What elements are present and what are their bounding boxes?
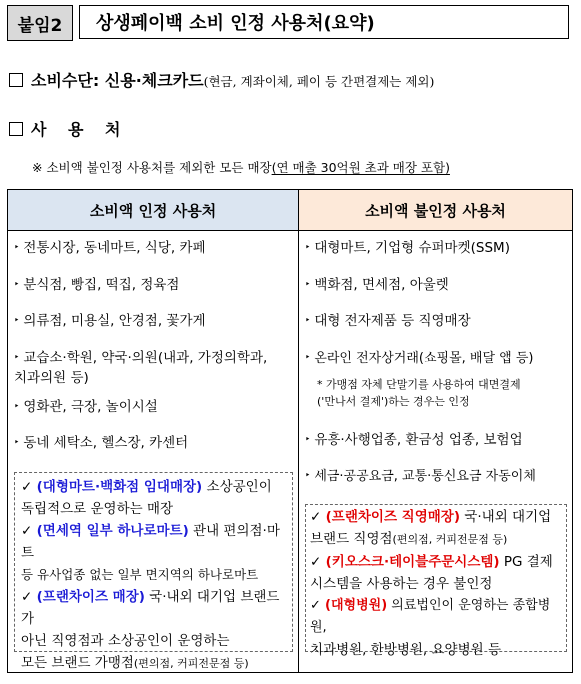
list-item: ‣ 의류점, 미용실, 안경점, 꽃가게 (14, 313, 206, 329)
online-exception-note: * 가맹점 자체 단말기를 사용하여 대면결제 ('만나서 결제')하는 경우는 인정 (317, 378, 521, 408)
list-item: ‣ 유흥·사행업종, 환금성 업종, 보험업 (305, 432, 523, 448)
bullet-icon: ‣ (14, 438, 20, 448)
exception-item: ✓ (대형병원) 의료법인이 운영하는 종합병원, (310, 598, 551, 635)
check-icon: ✓ (310, 509, 322, 525)
payment-method-line (9, 68, 434, 91)
check-icon: ✓ (21, 479, 33, 495)
bullet-icon: ‣ (14, 243, 20, 253)
bullet-icon: ‣ (305, 316, 311, 326)
list-item: ‣ 동네 세탁소, 헬스장, 카센터 (14, 435, 189, 451)
exception-item: ✓ (프랜차이즈 매장) 국·내외 대기업 브랜드가 (21, 589, 280, 627)
list-item: ‣ 백화점, 면세점, 아울렛 (305, 277, 449, 293)
list-item: ‣ 분식점, 빵집, 떡집, 정육점 (14, 277, 180, 293)
list-item: ‣ 대형 전자제품 등 직영매장 (305, 313, 471, 329)
not-approved-exceptions-box: ✓ (프랜차이즈 직영매장) 국·내외 대기업 브랜드 직영점(편의점, 커피전문점 등) ✓ (키오스크·테이블주문시스템) PG 결제 시스템을 사용하는 경우 불인정 ✓ (대형병원) 의료법인이 운영하는 종합병원, 치과병원, 한방병원, 요양병원 등 (305, 504, 567, 652)
usage-section-label: 사 용 처 (31, 120, 129, 139)
bullet-icon: ‣ (14, 280, 20, 290)
approved-header: 소비액 인정 사용처 (8, 190, 298, 231)
page-title: 상생페이백 소비 인정 사용처(요약) (79, 5, 569, 39)
attachment-tag: 붙임2 (7, 5, 73, 41)
list-item: ‣ 전통시장, 동네마트, 식당, 카페 (14, 240, 206, 256)
bullet-icon: ‣ (14, 316, 20, 326)
exception-item: ✓ (프랜차이즈 직영매장) 국·내외 대기업 (310, 509, 552, 525)
approved-exceptions-box: ✓ (대형마트·백화점 임대매장) 소상공인이 독립적으로 운영하는 매장 ✓ (면세역 일부 하나로마트) 관내 편의점·마트 등 유사업종 없는 일부 면지역의 하나로마트 ✓ (프랜차이즈 매장) 국·내외 대기업 브랜드가 아닌 직영점과 소상공인이 운영하는 모든 브랜드 가맹점(편의점, 커피전문점 등) (14, 472, 293, 652)
not-approved-column (298, 190, 572, 672)
check-icon: ✓ (310, 598, 321, 613)
title-bar (7, 5, 572, 41)
usage-note-text: ※ 소비액 불인정 사용처를 제외한 모든 매장 (32, 160, 272, 175)
bullet-icon: ‣ (305, 243, 311, 253)
check-icon: ✓ (21, 589, 33, 605)
list-item-continued: 치과의원 등) (14, 370, 89, 386)
square-bullet-icon (9, 122, 23, 136)
list-item: ‣ 세금·공공요금, 교통·통신요금 자동이체 (305, 469, 536, 484)
bullet-icon: ‣ (305, 353, 311, 363)
bullet-icon: ‣ (305, 435, 311, 445)
list-item: ‣ 영화관, 극장, 놀이시설 (14, 399, 158, 415)
list-item: ‣ 온라인 전자상거래(쇼핑몰, 배달 앱 등) (305, 351, 534, 366)
payment-method-exclusion: (현금, 계좌이체, 페이 등 간편결제는 제외) (203, 74, 435, 89)
usage-note (32, 158, 450, 176)
bullet-icon: ‣ (14, 353, 20, 363)
not-approved-header: 소비액 불인정 사용처 (299, 190, 572, 231)
square-bullet-icon (9, 73, 23, 87)
list-item: ‣ 교습소·학원, 약국·의원(내과, 가정의학과, (14, 350, 268, 366)
bullet-icon: ‣ (305, 280, 311, 290)
usage-section-heading (9, 117, 129, 140)
check-icon: ✓ (310, 554, 322, 570)
payment-method-label: 소비수단: 신용·체크카드 (31, 71, 204, 90)
bullet-icon: ‣ (14, 402, 20, 412)
usage-table (7, 189, 573, 673)
usage-note-underline: (연 매출 30억원 초과 매장 포함) (271, 160, 450, 175)
approved-column (8, 190, 298, 672)
bullet-icon: ‣ (305, 471, 311, 481)
exception-item: ✓ (키오스크·테이블주문시스템) PG 결제 (310, 554, 553, 570)
check-icon: ✓ (21, 523, 33, 539)
exception-item: ✓ (면세역 일부 하나로마트) 관내 편의점·마트 (21, 523, 280, 561)
list-item: ‣ 대형마트, 기업형 슈퍼마켓(SSM) (305, 240, 510, 256)
exception-item: ✓ (대형마트·백화점 임대매장) 소상공인이 (21, 479, 272, 495)
